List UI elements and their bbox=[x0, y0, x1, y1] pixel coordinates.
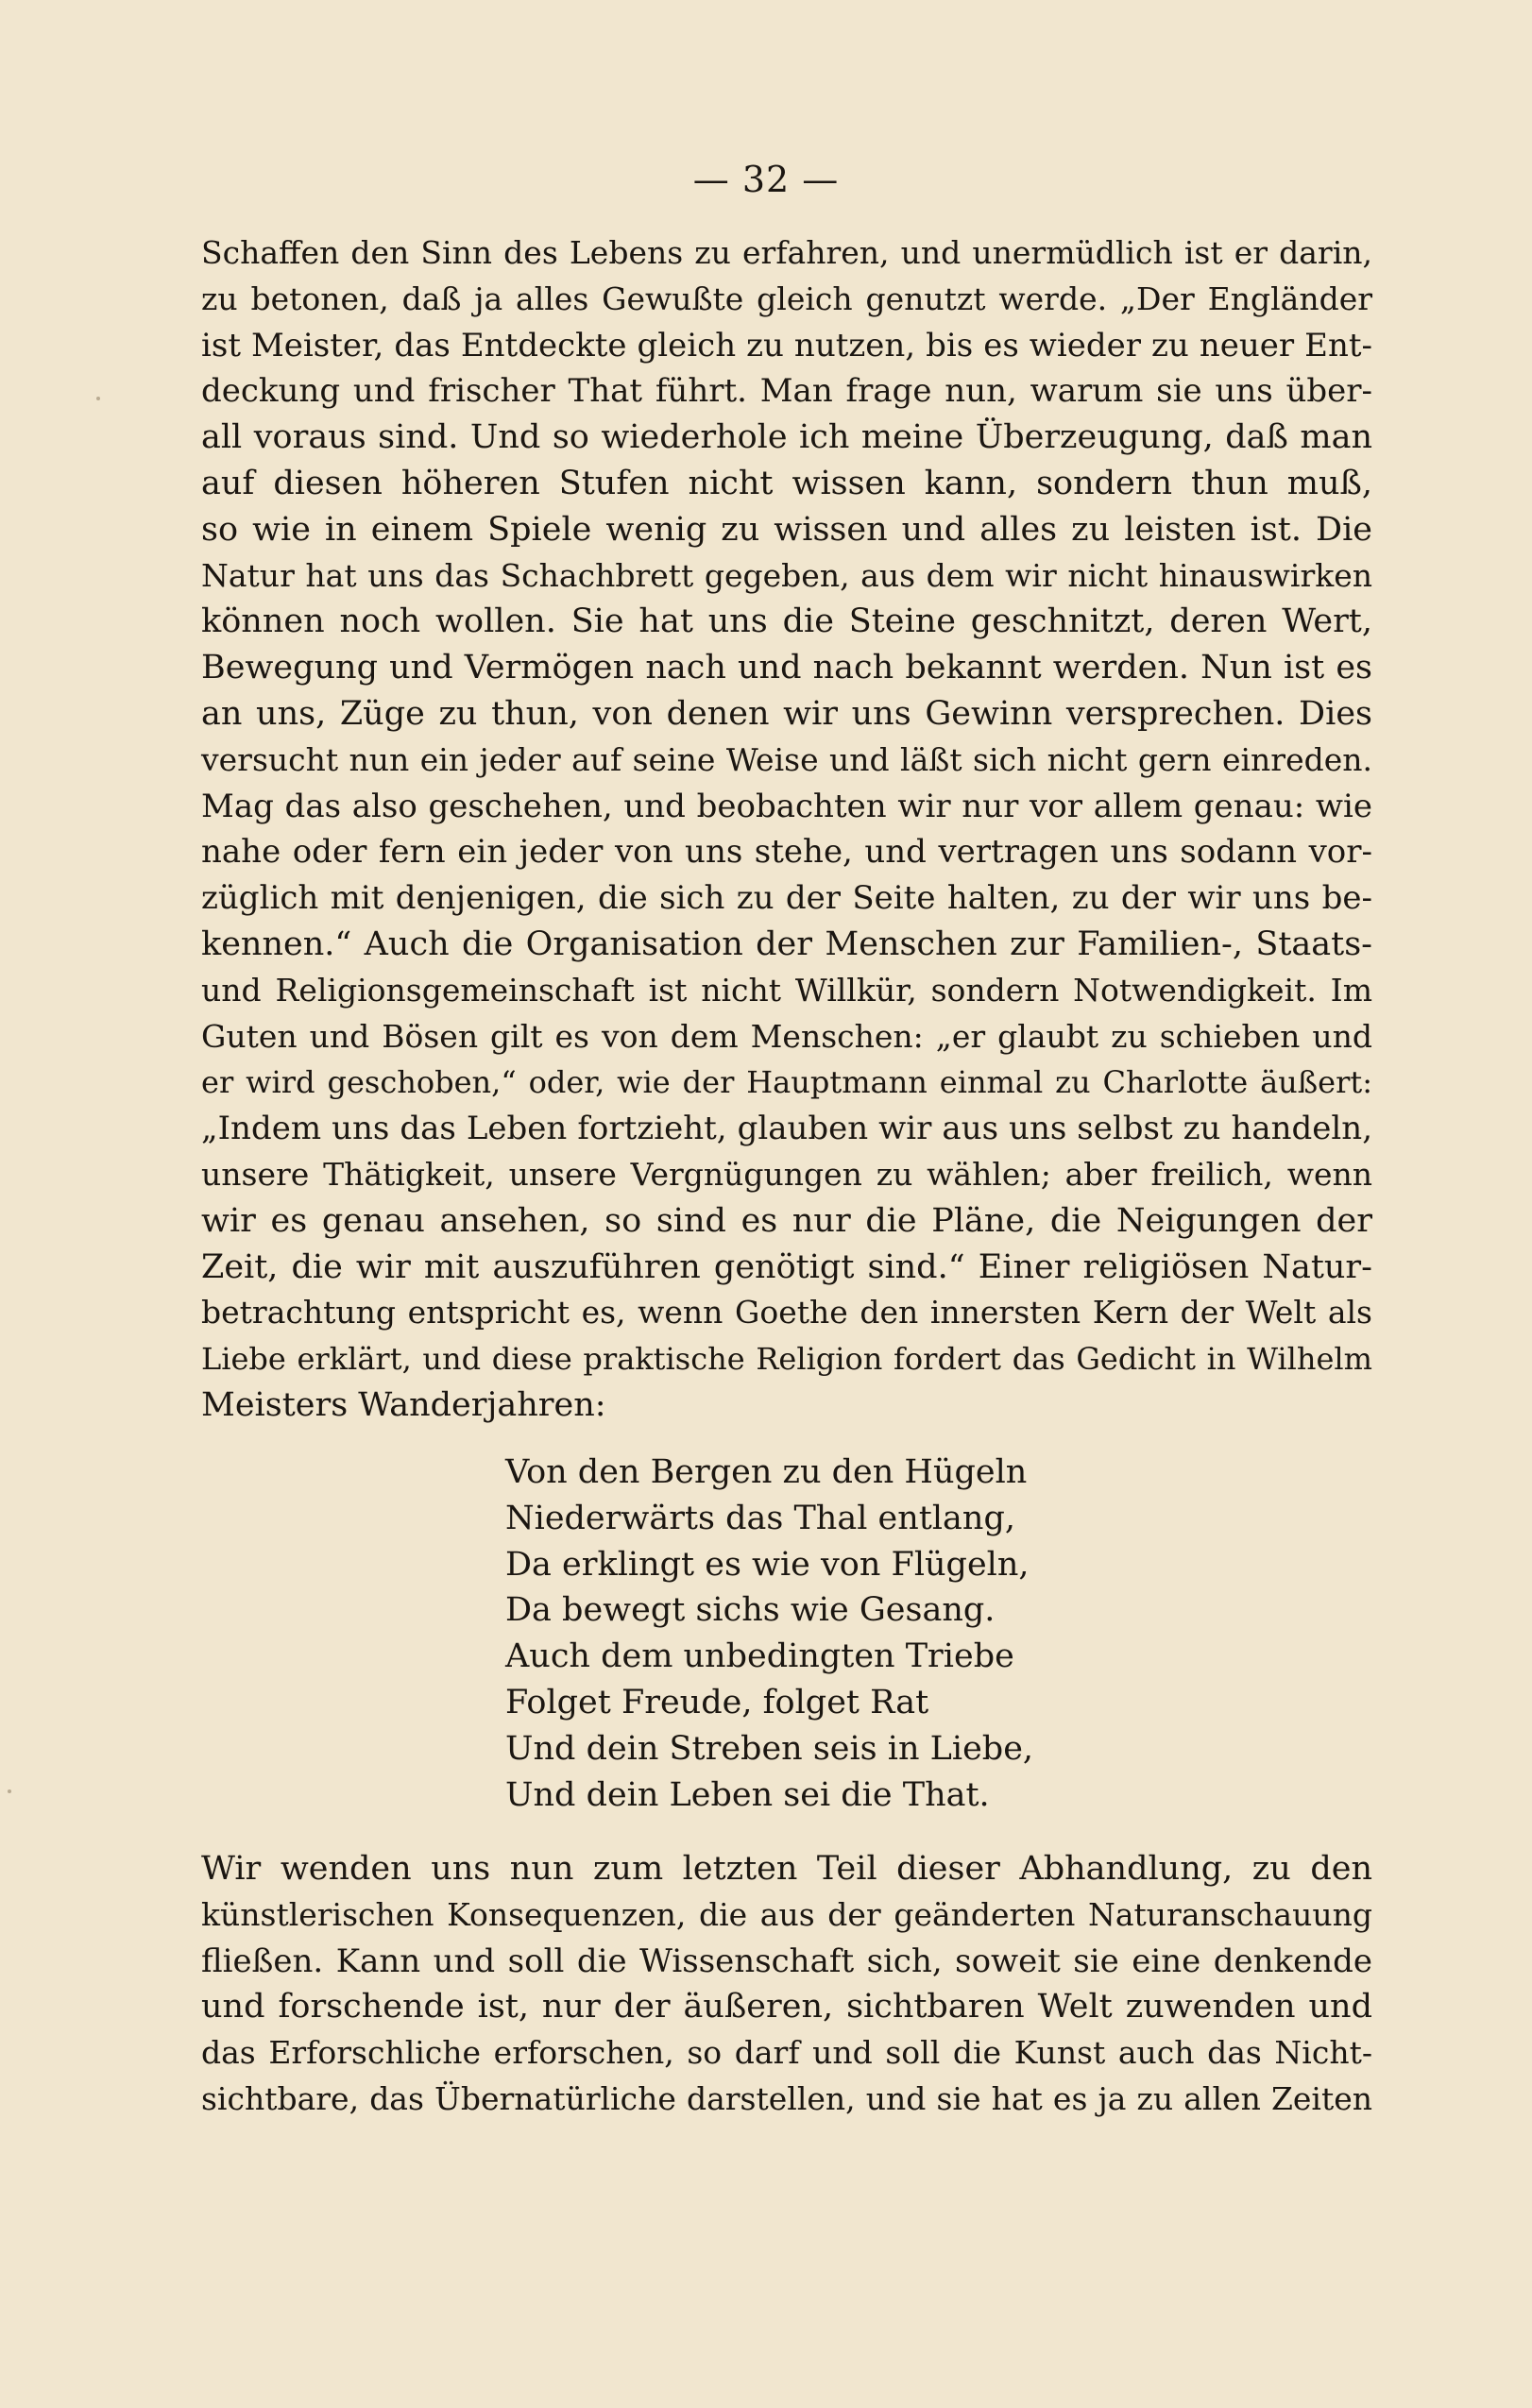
text-line: Wir wenden uns nun zum letzten Teil dieser Abhandlung, zu den bbox=[201, 1850, 1372, 1888]
text-line: an uns, Züge zu thun, von denen wir uns Gewinn versprechen. Dies bbox=[201, 694, 1372, 733]
text-line: unsere Thätigkeit, unsere Vergnügungen zu wählen; aber freilich, wenn bbox=[201, 1155, 1372, 1193]
text-line: „Indem uns das Leben fortzieht, glauben wir aus uns selbst zu handeln, bbox=[201, 1110, 1372, 1148]
paragraph-2 bbox=[201, 1846, 1372, 2123]
text-line: kennen.“ Auch die Organisation der Menschen zur Familien-, Staats- bbox=[201, 924, 1372, 963]
text-line: fließen. Kann und soll die Wissenschaft sich, soweit sie eine denkende bbox=[201, 1942, 1372, 1980]
poem-line: Niederwärts das Thal entlang, bbox=[505, 1499, 1015, 1537]
text-line: betrachtung entspricht es, wenn Goethe den innersten Kern der Welt als bbox=[201, 1294, 1372, 1331]
text-line: Natur hat uns das Schachbrett gegeben, aus dem wir nicht hinauswirken bbox=[201, 556, 1372, 594]
text-line: er wird geschoben,“ oder, wie der Hauptmann einmal zu Charlotte äußert: bbox=[201, 1064, 1372, 1101]
text-line: auf diesen höheren Stufen nicht wissen kann, sondern thun muß, bbox=[201, 464, 1372, 502]
paper-speck bbox=[96, 397, 100, 400]
text-line: Zeit, die wir mit auszuführen genötigt sind.“ Einer religiösen Natur- bbox=[201, 1247, 1372, 1286]
paragraph-1 bbox=[201, 230, 1372, 1429]
poem-line: Da erklingt es wie von Flügeln, bbox=[505, 1545, 1030, 1584]
text-line: Guten und Bösen gilt es von dem Menschen: „er glaubt zu schieben und bbox=[201, 1017, 1372, 1055]
text-line: Bewegung und Vermögen nach und nach bekannt werden. Nun ist es bbox=[201, 649, 1372, 687]
page-number: — 32 — bbox=[692, 159, 840, 200]
text-line: Liebe erklärt, und diese praktische Religion fordert das Gedicht in Wilhelm bbox=[201, 1341, 1372, 1378]
text-line: zu betonen, daß ja alles Gewußte gleich genutzt werde. „Der Engländer bbox=[201, 280, 1372, 317]
poem-line: Und dein Leben sei die That. bbox=[505, 1775, 990, 1814]
text-line: das Erforschliche erforschen, so darf und soll die Kunst auch das Nicht- bbox=[201, 2034, 1372, 2072]
text-line: und forschende ist, nur der äußeren, sichtbaren Welt zuwenden und bbox=[201, 1988, 1372, 2026]
poem bbox=[505, 1450, 1261, 1818]
text-line: Schaffen den Sinn des Lebens zu erfahren, und unermüdlich ist er darin, bbox=[201, 234, 1372, 271]
poem-line: Von den Bergen zu den Hügeln bbox=[505, 1453, 1028, 1491]
poem-line: Da bewegt sichs wie Gesang. bbox=[505, 1591, 996, 1630]
text-line: sichtbare, das Übernatürliche darstellen, und sie hat es ja zu allen Zeiten bbox=[201, 2079, 1372, 2117]
poem-line: Und dein Streben seis in Liebe, bbox=[505, 1729, 1034, 1768]
paper-speck bbox=[8, 1789, 11, 1793]
poem-line: Folget Freude, folget Rat bbox=[505, 1683, 929, 1721]
text-line: versucht nun ein jeder auf seine Weise und läßt sich nicht gern einreden. bbox=[201, 740, 1372, 778]
text-line: so wie in einem Spiele wenig zu wissen und alles zu leisten ist. Die bbox=[201, 510, 1372, 549]
text-line: all voraus sind. Und so wiederhole ich meine Überzeugung, daß man bbox=[201, 418, 1372, 457]
text-line: Mag das also geschehen, und beobachten wir nur vor allem genau: wie bbox=[201, 787, 1372, 825]
text-line: können noch wollen. Sie hat uns die Steine geschnitzt, deren Wert, bbox=[201, 602, 1372, 641]
poem-line: Auch dem unbedingten Triebe bbox=[505, 1637, 1014, 1676]
text-line: künstlerischen Konsequenzen, die aus der geänderten Naturanschauung bbox=[201, 1895, 1372, 1933]
text-line: züglich mit denjenigen, die sich zu der Seite halten, zu der wir uns be- bbox=[201, 879, 1372, 918]
text-line: deckung und frischer That führt. Man frage nun, warum sie uns über- bbox=[201, 372, 1372, 411]
text-line: und Religionsgemeinschaft ist nicht Willkür, sondern Notwendigkeit. Im bbox=[201, 971, 1372, 1009]
text-line: nahe oder fern ein jeder von uns stehe, und vertragen uns sodann vor- bbox=[201, 833, 1372, 872]
text-line: Meisters Wanderjahren: bbox=[201, 1385, 606, 1424]
text-line: ist Meister, das Entdeckte gleich zu nutzen, bis es wieder zu neuer Ent- bbox=[201, 326, 1372, 365]
text-line: wir es genau ansehen, so sind es nur die Pläne, die Neigungen der bbox=[201, 1201, 1372, 1240]
